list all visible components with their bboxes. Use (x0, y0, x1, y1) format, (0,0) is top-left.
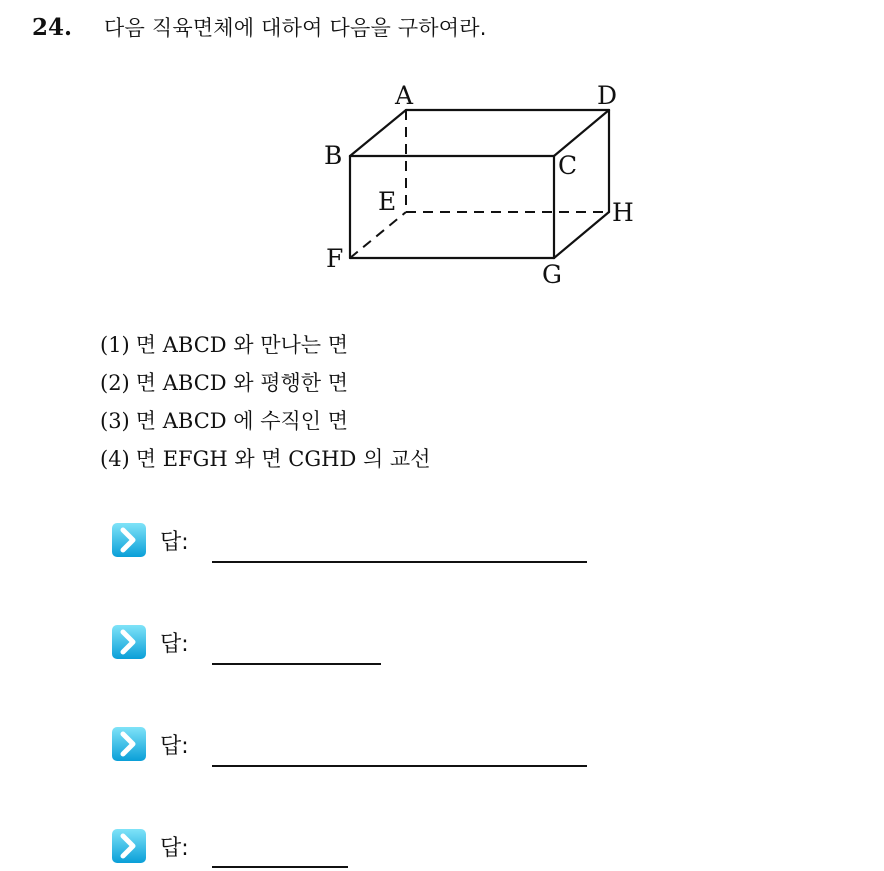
sub-question-text: 면 EFGH 와 면 CGHD 의 교선 (135, 447, 431, 471)
sub-question-text: 면 ABCD 에 수직인 면 (135, 409, 349, 433)
sub-question-number: (1) (100, 333, 130, 357)
sub-question (100, 440, 431, 478)
cuboid-diagram (320, 78, 650, 293)
answer-label: 답: (160, 835, 189, 861)
sub-question (100, 326, 431, 364)
vertex-label-h: H (612, 198, 634, 227)
sub-question-number: (3) (100, 409, 130, 433)
vertex-label-d: D (597, 81, 618, 110)
chevron-right-icon (111, 522, 147, 558)
edge-ba (350, 110, 406, 156)
edge-cd (554, 110, 609, 156)
vertex-label-b: B (324, 141, 343, 170)
sub-question-list (100, 326, 431, 478)
question-number: 24. (32, 14, 73, 41)
sub-question (100, 402, 431, 440)
answer-blank-4[interactable] (212, 866, 348, 868)
sub-question-number: (4) (100, 447, 130, 471)
answer-label: 답: (160, 529, 189, 555)
answer-row-3 (111, 724, 189, 764)
chevron-right-icon (111, 726, 147, 762)
answer-row-1 (111, 520, 189, 560)
edge-gh (554, 212, 609, 258)
question-header (32, 12, 487, 42)
chevron-right-icon (111, 624, 147, 660)
vertex-label-e: E (378, 187, 397, 216)
answer-blank-3[interactable] (212, 765, 587, 767)
cuboid-figure (320, 78, 650, 293)
sub-question-text: 면 ABCD 와 평행한 면 (135, 371, 349, 395)
vertex-label-c: C (558, 151, 578, 180)
answer-blank-2[interactable] (212, 663, 381, 665)
question-text: 다음 직육면체에 대하여 다음을 구하여라. (104, 16, 487, 40)
answer-label: 답: (160, 733, 189, 759)
answer-label: 답: (160, 631, 189, 657)
sub-question-number: (2) (100, 371, 130, 395)
vertex-label-g: G (542, 260, 562, 289)
vertex-label-a: A (395, 81, 414, 110)
answer-row-2 (111, 622, 189, 662)
chevron-right-icon (111, 828, 147, 864)
edge-fe (350, 212, 406, 258)
vertex-label-f: F (326, 244, 344, 273)
answer-row-4 (111, 826, 189, 866)
sub-question-text: 면 ABCD 와 만나는 면 (135, 333, 349, 357)
answer-blank-1[interactable] (212, 561, 587, 563)
sub-question (100, 364, 431, 402)
